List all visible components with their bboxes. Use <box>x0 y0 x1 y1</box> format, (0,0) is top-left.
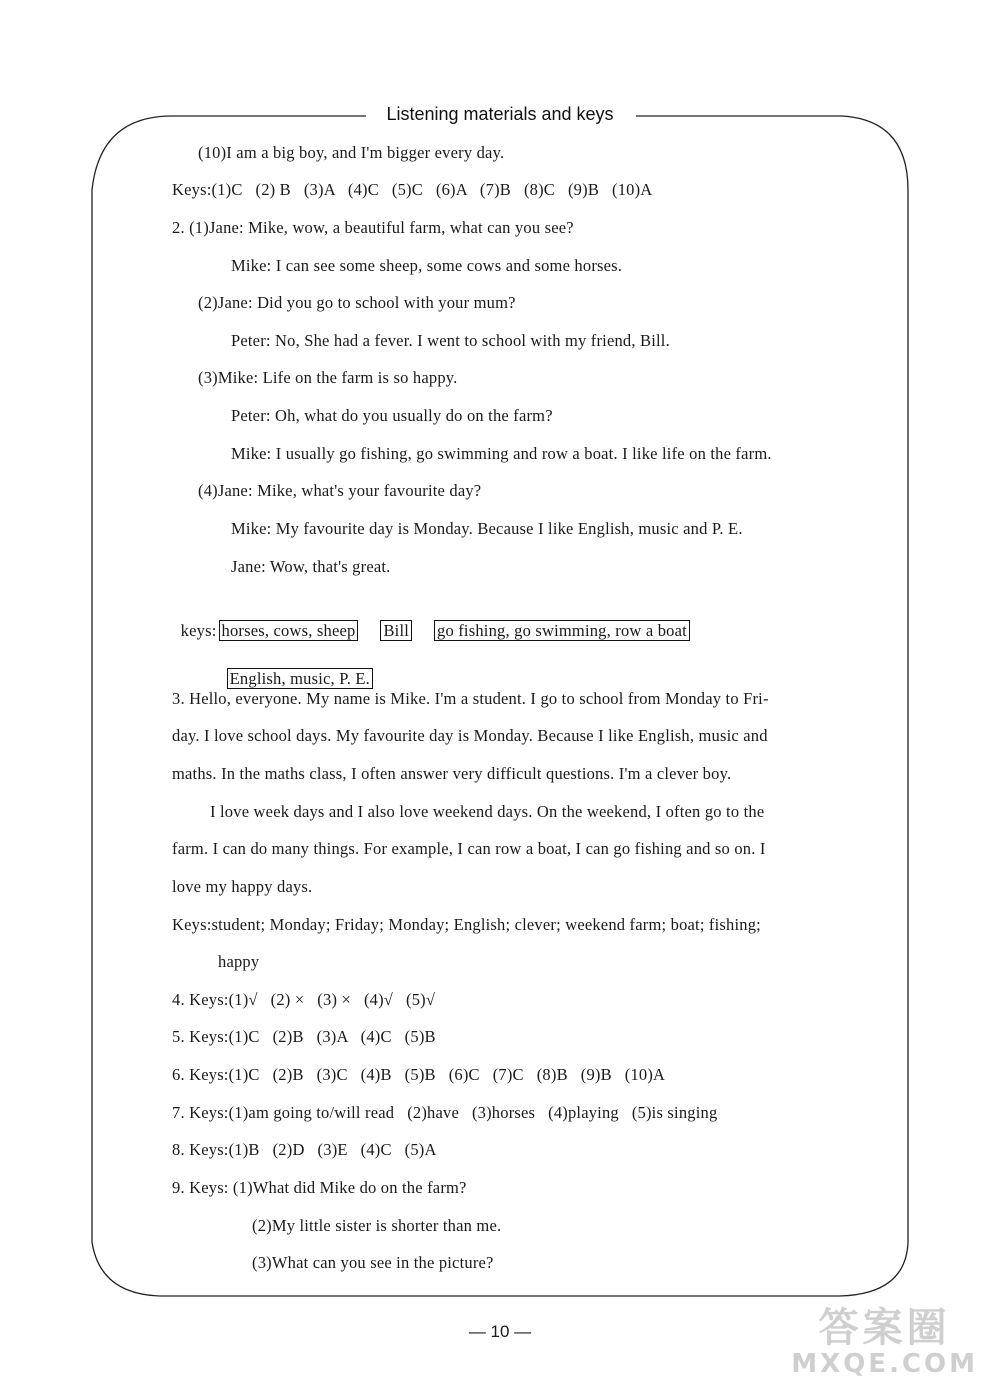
answer-box-2: Bill <box>380 620 412 641</box>
watermark-text: 答案圈 <box>818 1305 951 1351</box>
watermark-logo <box>791 1306 978 1378</box>
line-keys3: Keys:student; Monday; Friday; Monday; English; clever; weekend farm; boat; fishing; <box>172 915 761 934</box>
keys2-label: keys: <box>180 621 217 640</box>
line-q2-1a: 2. (1)Jane: Mike, wow, a beautiful farm, what can you see? <box>172 218 574 237</box>
line-q3-5: farm. I can do many things. For example, I can row a boat, I can go fishing and so on. I <box>172 839 766 858</box>
page-number: — 10 — <box>468 1322 532 1341</box>
line-q2-2b: Peter: No, She had a fever. I went to school with my friend, Bill. <box>231 331 670 350</box>
line-q2-4a: (4)Jane: Mike, what's your favourite day? <box>198 481 482 500</box>
answer-box-3: go fishing, go swimming, row a boat <box>434 620 690 641</box>
line-keys8: 8. Keys:(1)B (2)D (3)E (4)C (5)A <box>172 1140 437 1159</box>
line-keys9-1: 9. Keys: (1)What did Mike do on the farm? <box>172 1178 467 1197</box>
line-keys9-2: (2)My little sister is shorter than me. <box>252 1216 502 1235</box>
line-keys3-cont: happy <box>218 952 260 971</box>
line-keys4: 4. Keys:(1)√ (2) × (3) × (4)√ (5)√ <box>172 990 436 1009</box>
answer-box-1: horses, cows, sheep <box>219 620 359 641</box>
line-q3-1: 3. Hello, everyone. My name is Mike. I'm a student. I go to school from Monday to Fri- <box>172 689 769 708</box>
line-q2-3c: Mike: I usually go fishing, go swimming and row a boat. I like life on the farm. <box>231 444 772 463</box>
line-q2-3b: Peter: Oh, what do you usually do on the farm? <box>231 406 553 425</box>
line-keys9-3: (3)What can you see in the picture? <box>252 1253 494 1272</box>
line-keys2-cont <box>216 646 393 690</box>
line-keys5: 5. Keys:(1)C (2)B (3)A (4)C (5)B <box>172 1027 436 1046</box>
line-q3-6: love my happy days. <box>172 877 313 896</box>
line-keys6: 6. Keys:(1)C (2)B (3)C (4)B (5)B (6)C (7)C (8)B (9)B (10)A <box>172 1065 666 1084</box>
watermark-url: MXQE.COM <box>791 1349 978 1379</box>
header-title: Listening materials and keys <box>0 104 1000 125</box>
line-q2-2a: (2)Jane: Did you go to school with your mum? <box>198 293 516 312</box>
line-q2-1b: Mike: I can see some sheep, some cows and some horses. <box>231 256 623 275</box>
line-q3-3: maths. In the maths class, I often answer very difficult questions. I'm a clever boy. <box>172 764 732 783</box>
line-keys7: 7. Keys:(1)am going to/will read (2)have (3)horses (4)playing (5)is singing <box>172 1103 718 1122</box>
answer-box-4: English, music, P. E. <box>227 668 373 689</box>
line-keys1: Keys:(1)C (2) B (3)A (4)C (5)C (6)A (7)B (8)C (9)B (10)A <box>172 180 653 199</box>
line-keys2 <box>172 598 710 642</box>
line-q3-2: day. I love school days. My favourite day is Monday. Because I like English, music and <box>172 726 768 745</box>
line-q2-3a: (3)Mike: Life on the farm is so happy. <box>198 368 458 387</box>
line-q2-4c: Jane: Wow, that's great. <box>231 557 391 576</box>
line-q3-4: I love week days and I also love weekend days. On the weekend, I often go to the <box>210 802 765 821</box>
line-q2-4b: Mike: My favourite day is Monday. Because I like English, music and P. E. <box>231 519 743 538</box>
line-q1-10: (10)I am a big boy, and I'm bigger every day. <box>198 143 505 162</box>
